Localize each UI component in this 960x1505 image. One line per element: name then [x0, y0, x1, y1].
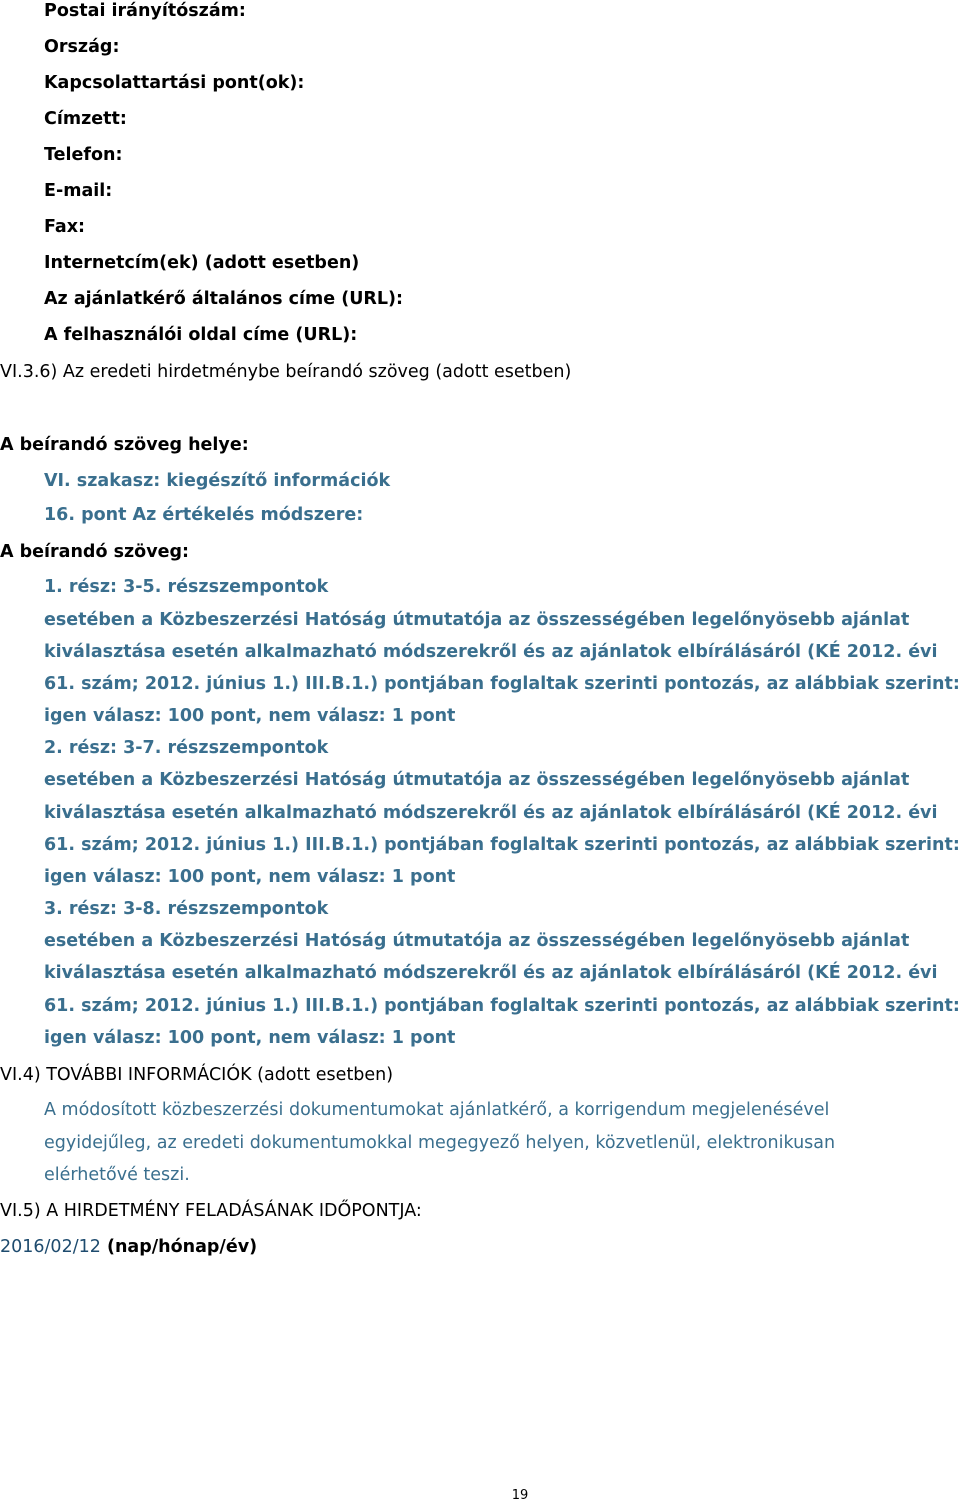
- email-label: E-mail:: [44, 181, 113, 201]
- section-vi-5-heading: VI.5) A HIRDETMÉNY FELADÁSÁNAK IDŐPONTJA:: [0, 1201, 422, 1221]
- phone-label: Telefon:: [44, 145, 123, 165]
- part-1-line-4: igen válasz: 100 pont, nem válasz: 1 pont: [44, 706, 456, 726]
- general-url-label: Az ajánlatkérő általános címe (URL):: [44, 289, 404, 309]
- part-3-line-2: kiválasztása esetén alkalmazható módszerekről és az ajánlatok elbírálásáról (KÉ 2012. évi: [44, 963, 938, 983]
- section-vi-4-heading: VI.4) TOVÁBBI INFORMÁCIÓK (adott esetben): [0, 1065, 394, 1085]
- country-label: Ország:: [44, 37, 120, 57]
- publication-date: 2016/02/12: [0, 1237, 101, 1257]
- part-1-line-2: kiválasztása esetén alkalmazható módszerekről és az ajánlatok elbírálásáról (KÉ 2012. évi: [44, 642, 938, 662]
- page-number: 19: [511, 1488, 529, 1503]
- part-3-line-4: igen válasz: 100 pont, nem válasz: 1 pont: [44, 1028, 456, 1048]
- part-2-line-1: esetében a Közbeszerzési Hatóság útmutatója az összességében legelőnyösebb ajánlat: [44, 770, 910, 790]
- text-to-insert-label: A beírandó szöveg:: [0, 542, 189, 562]
- part-2-title: 2. rész: 3-7. részszempontok: [44, 738, 329, 758]
- text-place-line-2: 16. pont Az értékelés módszere:: [44, 505, 364, 525]
- section-vi-4-line-2: egyidejűleg, az eredeti dokumentumokkal megegyező helyen, közvetlenül, elektronikusan: [44, 1133, 836, 1153]
- part-3-title: 3. rész: 3-8. részszempontok: [44, 899, 329, 919]
- publication-date-line: [0, 1236, 257, 1258]
- text-place-label: A beírandó szöveg helye:: [0, 435, 249, 455]
- addressee-label: Címzett:: [44, 109, 127, 129]
- part-1-title: 1. rész: 3-5. részszempontok: [44, 577, 329, 597]
- part-3-line-3: 61. szám; 2012. június 1.) III.B.1.) pontjában foglaltak szerinti pontozás, az alábbiak szerint:: [44, 996, 960, 1016]
- part-2-line-2: kiválasztása esetén alkalmazható módszerekről és az ajánlatok elbírálásáról (KÉ 2012. évi: [44, 803, 938, 823]
- part-1-line-3: 61. szám; 2012. június 1.) III.B.1.) pontjában foglaltak szerinti pontozás, az alábbiak szerint:: [44, 674, 960, 694]
- section-vi-3-6-heading: VI.3.6) Az eredeti hirdetménybe beírandó szöveg (adott esetben): [0, 362, 572, 382]
- part-2-line-4: igen válasz: 100 pont, nem válasz: 1 pont: [44, 867, 456, 887]
- part-2-line-3: 61. szám; 2012. június 1.) III.B.1.) pontjában foglaltak szerinti pontozás, az alábbiak szerint:: [44, 835, 960, 855]
- part-3-line-1: esetében a Közbeszerzési Hatóság útmutatója az összességében legelőnyösebb ajánlat: [44, 931, 910, 951]
- buyer-profile-label: A felhasználói oldal címe (URL):: [44, 325, 358, 345]
- text-place-line-1: VI. szakasz: kiegészítő információk: [44, 471, 391, 491]
- contact-points-label: Kapcsolattartási pont(ok):: [44, 73, 305, 93]
- part-1-line-1: esetében a Közbeszerzési Hatóság útmutatója az összességében legelőnyösebb ajánlat: [44, 610, 910, 630]
- section-vi-4-line-1: A módosított közbeszerzési dokumentumokat ajánlatkérő, a korrigendum megjelenésével: [44, 1100, 830, 1120]
- postal-code-label: Postai irányítószám:: [44, 1, 246, 21]
- internet-label: Internetcím(ek) (adott esetben): [44, 253, 360, 273]
- date-format: (nap/hónap/év): [106, 1237, 258, 1257]
- section-vi-4-line-3: elérhetővé teszi.: [44, 1165, 190, 1185]
- fax-label: Fax:: [44, 217, 86, 237]
